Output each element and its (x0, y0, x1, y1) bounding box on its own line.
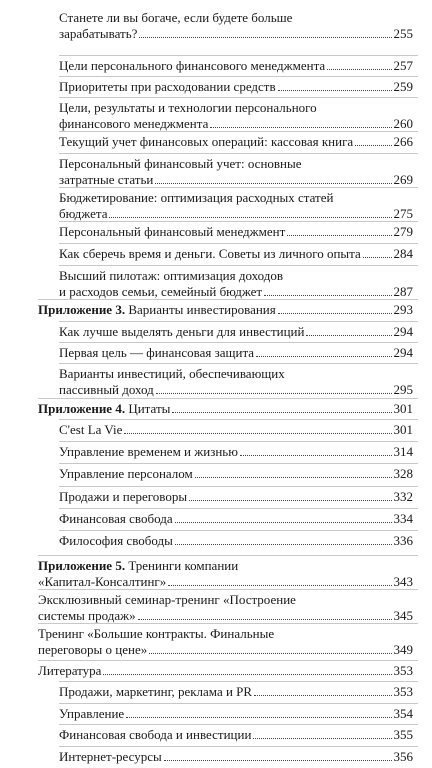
toc-entry-title (59, 345, 254, 361)
divider (59, 131, 418, 132)
toc-entry-text: и расходов семьи, семейный бюджет (59, 284, 263, 299)
toc-entry[interactable] (0, 684, 432, 700)
toc-entry-line (59, 79, 432, 95)
toc-entry-title (59, 172, 153, 188)
dot-leader (327, 59, 391, 70)
divider (59, 55, 418, 56)
page-number: 349 (393, 642, 413, 657)
divider (38, 299, 418, 300)
dot-leader (240, 445, 392, 456)
toc-entry[interactable] (0, 444, 432, 460)
appendix-label: Приложение 4. (38, 401, 126, 416)
divider (59, 463, 418, 464)
toc-entry-line (59, 10, 432, 26)
toc-entry-line (59, 727, 432, 743)
toc-entry-title (38, 302, 276, 318)
page-number: 279 (393, 224, 413, 239)
toc-entry-text: пассивный доход (59, 382, 154, 397)
toc-entry-title (59, 706, 124, 722)
toc-entry-text: Текущий учет финансовых операций: кассовая книга (59, 134, 354, 149)
toc-section-entry[interactable] (0, 401, 432, 417)
toc-entry-line (59, 206, 432, 222)
toc-entry-title (59, 533, 173, 549)
page-number: 294 (393, 345, 413, 360)
dot-leader (155, 173, 391, 184)
toc-entry-title (59, 246, 361, 262)
toc-entry-text: бюджета (59, 206, 108, 221)
toc-entry-text: Варианты инвестиций, обеспечивающих (59, 366, 285, 381)
toc-entry-text: Тренинги компании (125, 558, 239, 573)
toc-entry-text: Финансовая свобода (59, 511, 173, 526)
toc-entry-line (59, 382, 432, 398)
dot-leader (149, 643, 391, 654)
toc-entry-line (59, 284, 432, 300)
dot-leader (278, 80, 392, 91)
toc-entry-title (38, 574, 166, 590)
toc-entry-line (38, 626, 432, 642)
appendix-label: Приложение 5. (38, 558, 126, 573)
divider (38, 555, 418, 556)
page-number: 260 (393, 116, 413, 131)
page-number: 328 (393, 466, 413, 481)
page-number: 275 (393, 206, 413, 221)
dot-leader (124, 423, 391, 434)
toc-entry[interactable] (0, 190, 432, 222)
toc-entry-title (59, 366, 285, 382)
page-number: 355 (393, 727, 413, 742)
toc-entry-text: Финансовая свобода и инвестиции (59, 727, 252, 742)
toc-entry[interactable] (0, 156, 432, 188)
toc-entry[interactable] (0, 268, 432, 300)
toc-entry[interactable] (0, 246, 432, 262)
toc-entry-title (59, 382, 154, 398)
toc-entry-title (59, 79, 276, 95)
toc-entry-text: Как сберечь время и деньги. Советы из личного опыта (59, 246, 361, 261)
toc-entry[interactable] (0, 134, 432, 150)
toc-entry[interactable] (0, 511, 432, 527)
toc-entry-text: «Капитал-Консалтинг» (38, 574, 167, 589)
page-number: 301 (393, 422, 413, 437)
divider (59, 153, 418, 154)
toc-entry-line (38, 558, 432, 574)
toc-entry-title (59, 224, 285, 240)
page-number: 295 (393, 382, 413, 397)
toc-entry-text: Управление персоналом (59, 466, 193, 481)
dot-leader (306, 325, 391, 336)
divider (59, 419, 418, 420)
toc-entry-text: затратные статьи (59, 172, 154, 187)
toc-entry-line (59, 366, 432, 382)
toc-entry[interactable] (0, 706, 432, 722)
divider (59, 221, 418, 222)
page-number: 269 (393, 172, 413, 187)
toc-entry-text: Литература (38, 663, 102, 678)
dot-leader (264, 285, 391, 296)
toc-entry-text: Цитаты (125, 401, 171, 416)
page-number: 353 (393, 684, 413, 699)
toc-entry[interactable] (0, 324, 432, 340)
toc-entry[interactable] (0, 422, 432, 438)
toc-entry-title (59, 489, 187, 505)
divider (38, 589, 418, 590)
page-number: 336 (393, 533, 413, 548)
toc-entry[interactable] (0, 345, 432, 361)
toc-entry-title (59, 190, 333, 206)
page-number: 314 (393, 444, 413, 459)
dot-leader (175, 534, 392, 545)
toc-entry[interactable] (0, 58, 432, 74)
toc-entry[interactable] (0, 466, 432, 482)
toc-entry-title (38, 626, 274, 642)
toc-entry-line (38, 592, 432, 608)
toc-entry-line (38, 663, 432, 679)
page-number: 332 (393, 489, 413, 504)
divider (59, 441, 418, 442)
dot-leader (254, 685, 391, 696)
toc-entry-text: Управление временем и жизнью (59, 444, 238, 459)
dot-leader (126, 707, 391, 718)
toc-entry[interactable] (0, 79, 432, 95)
toc-entry-line (59, 422, 432, 438)
page-number: 356 (393, 749, 413, 764)
dot-leader (103, 664, 391, 675)
divider (59, 486, 418, 487)
toc-entry-line (59, 511, 432, 527)
toc-section-entry[interactable] (0, 558, 432, 590)
toc-entry-text: Станете ли вы богаче, если будете больше (59, 10, 293, 25)
divider (59, 187, 418, 188)
dot-leader (363, 247, 392, 258)
toc-entry-text: зарабатывать? (59, 26, 138, 41)
toc-entry-title (59, 100, 317, 116)
dot-leader (139, 27, 391, 38)
dot-leader (253, 728, 391, 739)
divider (59, 681, 418, 682)
divider (59, 76, 418, 77)
toc-entry-line (59, 190, 432, 206)
toc-entry-line (59, 533, 432, 549)
toc-entry-text: Персональный финансовый менеджмент (59, 224, 286, 239)
toc-entry-text: Цели персонального финансового менеджмента (59, 58, 326, 73)
toc-entry-text: Тренинг «Большие контракты. Финальные (38, 626, 275, 641)
dot-leader (156, 383, 392, 394)
toc-entry-line (38, 608, 432, 624)
toc-entry-title (38, 592, 296, 608)
toc-section-entry[interactable] (0, 626, 432, 658)
toc-entry-line (59, 489, 432, 505)
dot-leader (287, 225, 391, 236)
toc-entry-text: Продажи и переговоры (59, 489, 188, 504)
toc-entry-text: Высший пилотаж: оптимизация доходов (59, 268, 284, 283)
divider (59, 508, 418, 509)
toc-entry-line (59, 246, 432, 262)
toc-entry-line (38, 574, 432, 590)
divider (59, 342, 418, 343)
toc-entry-title (59, 684, 252, 700)
toc-entry[interactable] (0, 489, 432, 505)
page-number: 354 (393, 706, 413, 721)
toc-section-entry[interactable] (0, 592, 432, 624)
appendix-label: Приложение 3. (38, 302, 126, 317)
divider (59, 363, 418, 364)
toc-entry-title (59, 324, 304, 340)
toc-entry-text: Приоритеты при расходовании средств (59, 79, 276, 94)
dot-leader (189, 490, 391, 501)
toc-entry-title (38, 401, 170, 417)
toc-entry-text: Цели, результаты и технологии персонального (59, 100, 317, 115)
page-number: 257 (393, 58, 413, 73)
toc-entry-line (59, 58, 432, 74)
page-number: 301 (393, 401, 413, 416)
toc-entry-line (59, 268, 432, 284)
toc-entry-text: Философия свободы (59, 533, 173, 548)
divider (59, 321, 418, 322)
toc-entry-title (59, 134, 353, 150)
divider (59, 724, 418, 725)
toc-entry-text: Персональный финансовый учет: основные (59, 156, 302, 171)
divider (59, 703, 418, 704)
page-number: 284 (393, 246, 413, 261)
toc-entry[interactable] (0, 749, 432, 765)
divider (59, 243, 418, 244)
dot-leader (109, 207, 391, 218)
toc-entry-text: C'est La Vie (59, 422, 123, 437)
toc-entry[interactable] (0, 100, 432, 132)
toc-entry-line (59, 116, 432, 132)
dot-leader (168, 575, 391, 586)
toc-entry-title (59, 727, 251, 743)
toc-entry-title (59, 268, 283, 284)
toc-entry-line (38, 302, 432, 318)
toc-entry-text: переговоры о цене» (38, 642, 148, 657)
toc-entry[interactable] (0, 533, 432, 549)
toc-entry-title (59, 444, 238, 460)
toc-entry-text: Как лучше выделять деньги для инвестиций (59, 324, 305, 339)
toc-entry-line (38, 401, 432, 417)
toc-entry-line (59, 224, 432, 240)
dot-leader (172, 402, 391, 413)
dot-leader (175, 512, 392, 523)
divider (38, 398, 418, 399)
toc-entry-title (59, 156, 302, 172)
dot-leader (256, 346, 391, 357)
toc-entry-line (59, 444, 432, 460)
dot-leader (210, 117, 391, 128)
toc-entry-text: системы продаж» (38, 608, 136, 623)
toc-entry-line (59, 172, 432, 188)
toc-section-entry[interactable] (0, 302, 432, 318)
toc-entry-text: Эксклюзивный семинар-тренинг «Построение (38, 592, 296, 607)
toc-entry-line (59, 26, 432, 42)
toc-entry-title (59, 749, 162, 765)
toc-entry-title (38, 608, 136, 624)
toc-entry-title (38, 663, 101, 679)
toc-entry-title (38, 558, 238, 574)
toc-entry-line (38, 642, 432, 658)
toc-entry-line (59, 466, 432, 482)
toc-entry[interactable] (0, 366, 432, 398)
toc-entry-line (59, 156, 432, 172)
toc-entry-title (59, 466, 193, 482)
divider (59, 530, 418, 531)
page-number: 287 (393, 284, 413, 299)
divider (38, 623, 418, 624)
toc-entry-line (59, 100, 432, 116)
toc-entry-title (59, 116, 208, 132)
divider (38, 660, 418, 661)
page-number: 294 (393, 324, 413, 339)
toc-entry-line (59, 324, 432, 340)
toc-entry-line (59, 134, 432, 150)
toc-entry-text: финансового менеджмента (59, 116, 209, 131)
toc-entry-title (59, 206, 107, 222)
divider (59, 97, 418, 98)
page-number: 345 (393, 608, 413, 623)
toc-entry-title (59, 422, 122, 438)
toc-entry[interactable] (0, 10, 432, 42)
toc-entry-title (59, 58, 325, 74)
page-number: 266 (393, 134, 413, 149)
toc-entry-text: Бюджетирование: оптимизация расходных статей (59, 190, 334, 205)
divider (59, 265, 418, 266)
dot-leader (278, 303, 392, 314)
toc-entry-text: Первая цель — финансовая защита (59, 345, 255, 360)
dot-leader (164, 750, 392, 761)
toc-entry-line (59, 345, 432, 361)
page-number: 343 (393, 574, 413, 589)
toc-entry-text: Управление (59, 706, 125, 721)
toc-entry-line (59, 706, 432, 722)
page-number: 255 (393, 26, 413, 41)
toc-entry-text: Интернет-ресурсы (59, 749, 162, 764)
page-number: 353 (393, 663, 413, 678)
toc-entry-title (59, 284, 262, 300)
page-number: 334 (393, 511, 413, 526)
dot-leader (138, 609, 392, 620)
dot-leader (355, 135, 391, 146)
toc-entry-text: Продажи, маркетинг, реклама и PR (59, 684, 253, 699)
toc-section-entry[interactable] (0, 663, 432, 679)
dot-leader (195, 467, 392, 478)
page-number: 259 (393, 79, 413, 94)
toc-entry-title (59, 10, 292, 26)
toc-entry-line (59, 749, 432, 765)
toc-entry-text: Варианты инвестирования (125, 302, 276, 317)
divider (59, 746, 418, 747)
toc-entry-title (59, 511, 173, 527)
toc-entry[interactable] (0, 224, 432, 240)
toc-entry-line (59, 684, 432, 700)
page-number: 293 (393, 302, 413, 317)
toc-entry[interactable] (0, 727, 432, 743)
toc-entry-title (38, 642, 147, 658)
toc-entry-title (59, 26, 137, 42)
